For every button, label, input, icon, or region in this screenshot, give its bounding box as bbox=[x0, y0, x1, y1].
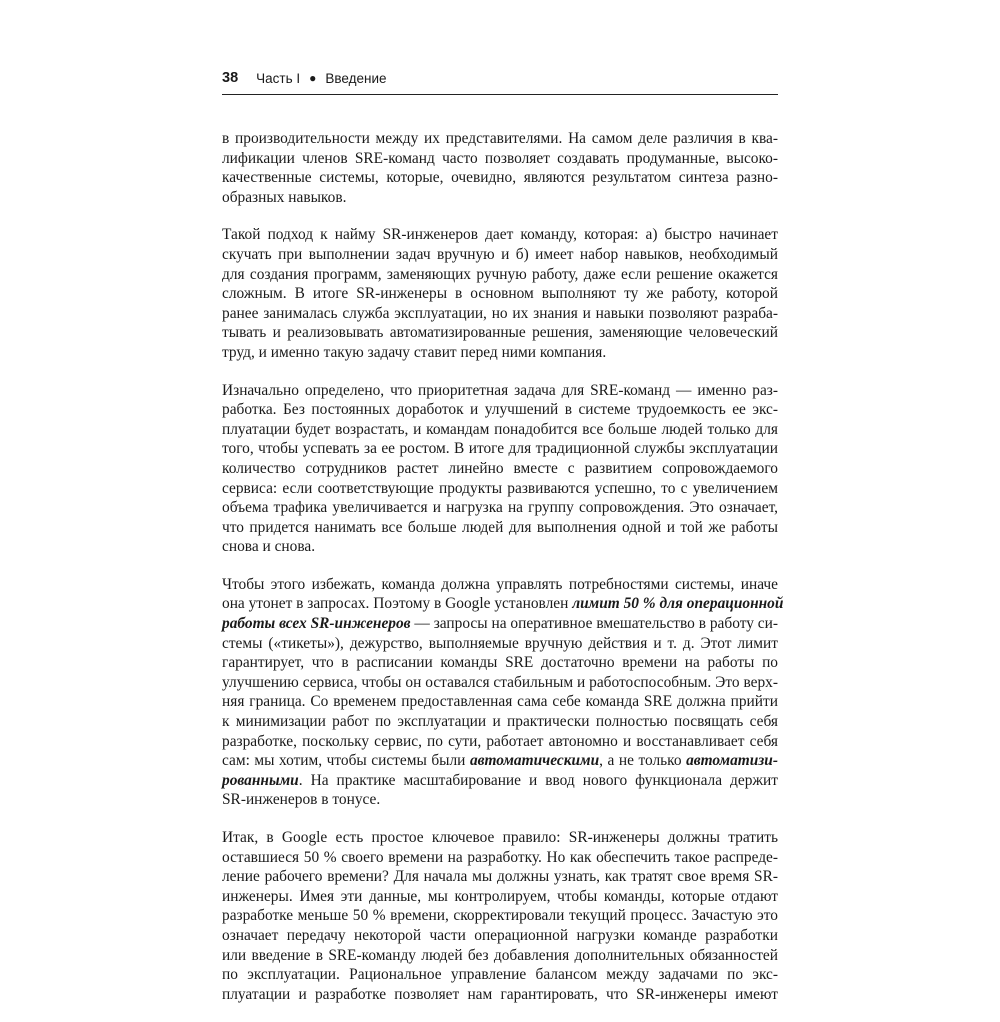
emphasis-text: автоматическими bbox=[469, 752, 600, 770]
text-line: сложным. В итоге SR-инженеры в основном выполняют ту же работу, которой bbox=[222, 285, 778, 303]
paragraph-4 bbox=[222, 575, 784, 810]
text-line: что придется нанимать все больше людей для выполнения одной и той же работы bbox=[222, 518, 778, 536]
text-run: — запросы на оперативное вмешательство в работу си- bbox=[410, 615, 778, 633]
text-line: Такой подход к найму SR-инженеров дает команду, которая: а) быстро начинает bbox=[222, 226, 778, 244]
text-line: оставшиеся 50 % своего времени на разработку. Но как обеспечить такое распреде- bbox=[222, 848, 778, 866]
text-line: Изначально определено, что приоритетная задача для SRE-команд — именно раз- bbox=[222, 381, 778, 399]
text-line: качественные системы, которые, очевидно, являются результатом синтеза разно- bbox=[222, 169, 778, 187]
text-line: Итак, в Google есть простое ключевое правило: SR-инженеры должны тратить bbox=[222, 829, 778, 846]
text-line: скучать при выполнении задач вручную и б) имеет набор навыков, необходимый bbox=[222, 245, 778, 263]
text-run: она утонет в запросах. Поэтому в Google установлен bbox=[222, 595, 573, 613]
text-line: в производительности между их представителями. На самом деле различия в ква- bbox=[222, 130, 778, 147]
text-line bbox=[222, 751, 778, 771]
text-line: гарантирует, что в расписании команды SRE достаточно времени на работы по bbox=[222, 654, 778, 672]
text-line: к минимизации работ по эксплуатации и практически полностью посвящать себя bbox=[222, 713, 778, 731]
text-line: плуатации и разработке позволяет нам гарантировать, что SR-инженеры имеют bbox=[222, 985, 778, 1003]
text-line bbox=[222, 614, 778, 634]
text-line bbox=[222, 771, 778, 791]
emphasis-text: рованными bbox=[222, 771, 299, 789]
text-line: для создания программ, заменяющих ручную работу, даже если решение окажется bbox=[222, 265, 778, 283]
running-header bbox=[222, 66, 778, 95]
emphasis-text: лимит 50 % для операционной bbox=[572, 595, 784, 613]
text-line: Чтобы этого избежать, команда должна управлять потребностями системы, иначе bbox=[222, 575, 778, 593]
paragraph-2 bbox=[222, 225, 778, 362]
text-line: лификации членов SRE-команд часто позволяет создавать продуманные, высоко- bbox=[222, 149, 778, 167]
text-run: . На практике масштабирование и ввод нового функционала держит bbox=[298, 771, 778, 789]
text-line: плуатации будет возрастать, и командам понадобится все больше людей только для bbox=[222, 420, 778, 438]
text-line: улучшению сервиса, чтобы он оставался стабильным и работоспособным. Это верх- bbox=[222, 673, 778, 691]
text-line: означает передачу некоторой части операционной нагрузки команде разработки bbox=[222, 926, 778, 944]
paragraph-3 bbox=[222, 381, 778, 557]
text-line: или введение в SRE-команду людей без добавления дополнительных обязанностей bbox=[222, 946, 778, 964]
text-line: SR-инженеров в тонусе. bbox=[222, 791, 381, 809]
text-run: , а не только bbox=[599, 752, 687, 770]
text-line: того, чтобы успевать за ее ростом. В итоге для традиционной службы эксплуатации bbox=[222, 440, 778, 458]
text-run: сам: мы хотим, чтобы системы были bbox=[222, 752, 470, 770]
emphasis-text: работы всех SR-инженеров bbox=[222, 615, 411, 633]
book-page bbox=[222, 66, 784, 1022]
text-line: образных навыков. bbox=[222, 188, 347, 206]
text-line: количество сотрудников растет линейно вместе с развитием сопровождаемого bbox=[222, 459, 778, 477]
text-line: няя граница. Со временем предоставленная сама себе команда SRE должна прийти bbox=[222, 693, 778, 711]
text-line: разработке меньше 50 % времени, скорректировали текущий процесс. Зачастую это bbox=[222, 907, 778, 925]
text-line: снова и снова. bbox=[222, 538, 316, 556]
text-line: стемы («тикеты»), дежурство, выполняемые вручную действия и т. д. Этот лимит bbox=[222, 634, 778, 652]
paragraph-1 bbox=[222, 129, 778, 207]
body-text bbox=[222, 129, 784, 1004]
text-line: ление рабочего времени? Для начала мы должны узнать, как тратят свое время SR- bbox=[222, 868, 778, 886]
text-line: тывать и реализовывать автоматизированные решения, заменяющие человеческий bbox=[222, 324, 778, 342]
text-line: разработке, поскольку сервис, по сути, работает автономно и восстанавливает себя bbox=[222, 732, 778, 750]
page-number: 38 bbox=[222, 70, 239, 86]
text-line: сервиса: если соответствующие продукты развиваются успешно, то с увеличением bbox=[222, 479, 778, 497]
bullet-separator: ● bbox=[309, 71, 317, 85]
part-label: Часть I bbox=[256, 70, 301, 86]
section-title: Введение bbox=[325, 70, 387, 86]
text-line bbox=[222, 594, 784, 614]
emphasis-text: автоматизи- bbox=[686, 752, 778, 770]
paragraph-5 bbox=[222, 828, 778, 1004]
text-line: труд, и именно такую задачу ставит перед ними компания. bbox=[222, 343, 607, 361]
text-line: по эксплуатации. Рациональное управление балансом между задачами по экс- bbox=[222, 966, 778, 984]
text-line: объема трафика увеличивается и нагрузка на группу сопровождения. Это означает, bbox=[222, 499, 778, 517]
text-line: инженеры. Имея эти данные, мы контролируем, чтобы команды, которые отдают bbox=[222, 887, 778, 905]
text-line: ранее занималась служба эксплуатации, но их знания и навыки позволяют разраба- bbox=[222, 304, 778, 322]
text-line: работка. Без постоянных доработок и улучшений в системе трудоемкость ее экс- bbox=[222, 401, 778, 419]
